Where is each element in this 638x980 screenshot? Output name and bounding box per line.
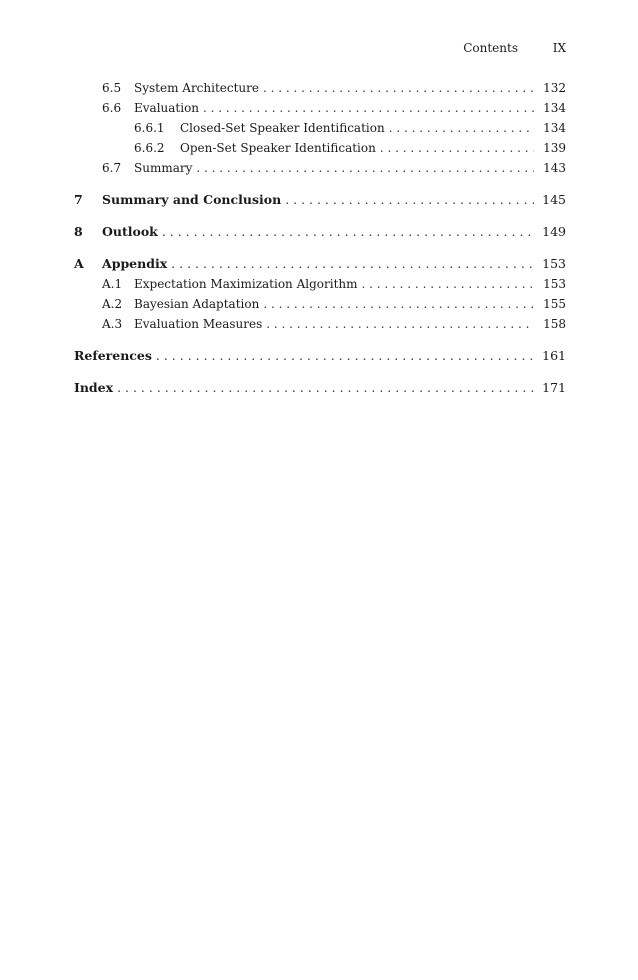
- toc-entry-6-6-1[interactable]: [74, 118, 566, 138]
- toc-chapter-title: References: [74, 348, 152, 363]
- toc-entry-page: 139: [543, 141, 566, 155]
- dot-leader: [156, 346, 534, 366]
- toc-entry-6-6-2[interactable]: [74, 138, 566, 158]
- toc-entry-page: 134: [543, 101, 566, 115]
- toc-entry-6-7[interactable]: [74, 158, 566, 178]
- toc-entry-a-1[interactable]: [74, 274, 566, 294]
- dot-leader: [285, 190, 534, 210]
- toc-entry-number: 6.5: [102, 81, 122, 95]
- toc-entry-6-6[interactable]: [74, 98, 566, 118]
- toc-chapter-number: 8: [74, 224, 83, 239]
- dot-leader: [389, 118, 534, 138]
- toc-entry-title: Closed-Set Speaker Identification: [180, 121, 385, 135]
- dot-leader: [196, 158, 534, 178]
- dot-leader: [266, 314, 534, 334]
- toc-entry-title: Expectation Maximization Algorithm: [134, 277, 358, 291]
- toc-entry-page: 134: [543, 121, 566, 135]
- table-of-contents: [74, 78, 566, 398]
- toc-entry-title: System Architecture: [134, 81, 259, 95]
- toc-chapter-8[interactable]: [74, 222, 566, 242]
- toc-index[interactable]: [74, 378, 566, 398]
- toc-entry-title: Evaluation: [134, 101, 200, 115]
- toc-entry-number: 6.6: [102, 101, 122, 115]
- running-head-page-number: IX: [552, 41, 566, 55]
- toc-references[interactable]: [74, 346, 566, 366]
- toc-entry-a-3[interactable]: [74, 314, 566, 334]
- dot-leader: [203, 98, 534, 118]
- dot-leader: [171, 254, 534, 274]
- toc-entry-6-5[interactable]: [74, 78, 566, 98]
- toc-entry-page: 132: [543, 81, 566, 95]
- running-head: [74, 39, 566, 57]
- dot-leader: [263, 294, 534, 314]
- dot-leader: [362, 274, 534, 294]
- toc-entry-page: 155: [543, 297, 566, 311]
- toc-chapter-page: 161: [542, 348, 566, 363]
- dot-leader: [162, 222, 534, 242]
- toc-chapter-title: Summary and Conclusion: [102, 192, 282, 207]
- running-head-title: Contents: [463, 41, 518, 55]
- dot-leader: [380, 138, 534, 158]
- toc-chapter-page: 171: [542, 380, 566, 395]
- dot-leader: [117, 378, 534, 398]
- toc-chapter-number: 7: [74, 192, 83, 207]
- toc-entry-title: Bayesian Adaptation: [134, 297, 260, 311]
- toc-entry-title: Summary: [134, 161, 193, 175]
- toc-chapter-title: Outlook: [102, 224, 158, 239]
- toc-entry-number: 6.7: [102, 161, 122, 175]
- toc-chapter-page: 153: [542, 256, 566, 271]
- toc-entry-number: 6.6.1: [134, 121, 165, 135]
- toc-entry-number: A.2: [102, 297, 123, 311]
- toc-chapter-page: 145: [542, 192, 566, 207]
- toc-chapter-number: A: [74, 256, 84, 271]
- toc-entry-page: 143: [543, 161, 566, 175]
- toc-entry-page: 158: [543, 317, 566, 331]
- toc-entry-number: A.3: [102, 317, 123, 331]
- toc-chapter-page: 149: [542, 224, 566, 239]
- toc-entry-page: 153: [543, 277, 566, 291]
- dot-leader: [263, 78, 534, 98]
- toc-chapter-title: Appendix: [102, 256, 168, 271]
- toc-entry-a-2[interactable]: [74, 294, 566, 314]
- toc-chapter-a[interactable]: [74, 254, 566, 274]
- toc-entry-title: Evaluation Measures: [134, 317, 263, 331]
- toc-entry-number: 6.6.2: [134, 141, 165, 155]
- toc-entry-number: A.1: [102, 277, 123, 291]
- toc-chapter-title: Index: [74, 380, 114, 395]
- toc-entry-title: Open-Set Speaker Identification: [180, 141, 376, 155]
- toc-chapter-7[interactable]: [74, 190, 566, 210]
